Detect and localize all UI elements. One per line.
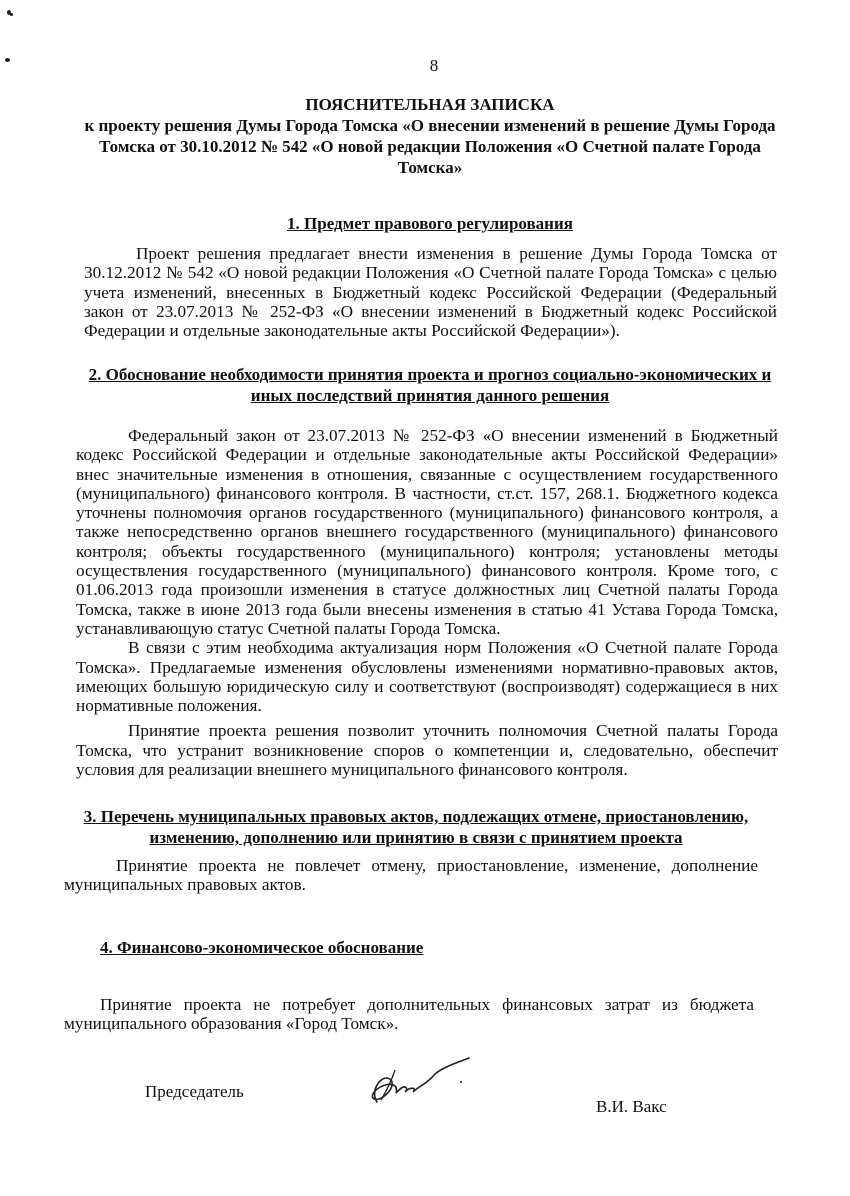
document-title xyxy=(80,94,780,178)
paragraph: Проект решения предлагает внести изменения в решение Думы Города Томска от 30.12.2012 № 542 «О новой редакции Положения «О Счетной палате Города Томска» с целью учета изменений, внесенных в Бюджетный кодекс Российской Федерации (Федеральный закон от 23.07.2013 № 252-ФЗ «О внесении изменений в Бюджетный кодекс Российской Федерации и отдельные законодательные акты Российской Федерации»). xyxy=(84,244,777,341)
section-2-body xyxy=(76,426,778,779)
title-subtitle: к проекту решения Думы Города Томска «О внесении изменений в решение Думы Города Томска от 30.10.2012 № 542 «О новой редакции Положения «О Счетной палате Города Томска» xyxy=(84,116,776,177)
paragraph: Принятие проекта решения позволит уточнить полномочия Счетной палаты Города Томска, что устранит возникновение споров о компетенции и, следовательно, обеспечит условия для реализации внешнего муниципального финансового контроля. xyxy=(76,721,778,780)
section-4-heading: 4. Финансово-экономическое обоснование xyxy=(100,938,424,957)
paragraph: Принятие проекта не потребует дополнительных финансовых затрат из бюджета муниципального образования «Город Томск». xyxy=(64,995,754,1034)
section-2-heading: 2. Обоснование необходимости принятия проекта и прогноз социально-экономических и иных последствий принятия данного решения xyxy=(88,365,772,405)
section-1-body xyxy=(84,244,777,340)
paragraph: В связи с этим необходима актуализация норм Положения «О Счетной палате Города Томска». Предлагаемые изменения обусловлены изменениями нормативно-правовых актов, имеющих большую юридическую силу и соответствуют (воспроизводят) содержащиеся в них нормативные положения. xyxy=(76,638,778,716)
section-3-heading: 3. Перечень муниципальных правовых актов, подлежащих отмене, приостановлению, изменению, дополнению или принятию в связи с принятием проекта xyxy=(83,807,749,847)
signatory-position: Председатель xyxy=(145,1082,244,1101)
handwritten-signature-icon xyxy=(365,1050,475,1110)
signatory-name: В.И. Вакс xyxy=(596,1097,667,1116)
paragraph: Федеральный закон от 23.07.2013 № 252-ФЗ «О внесении изменений в Бюджетный кодекс Российской Федерации и отдельные законодательные акты Российской Федерации» внес значительные изменения в отношения, связанные с осуществлением государственного (муниципального) финансового контроля. В частности, ст.ст. 157, 268.1. Бюджетного кодекса уточнены полномочия органов государственного (муниципального) финансового контроля, а также непосредственно органов внешнего государственного (муниципального) финансового контроля; объекты государственного (муниципального) контроля; установлены методы осуществления государственного (муниципального) финансового контроля. Кроме того, с 01.06.2013 года произошли изменения в статусе должностных лиц Счетной палаты Города Томска, также в июне 2013 года были внесены изменения в статью 41 Устава Города Томска, устанавливающую статус Счетной палаты Города Томска. xyxy=(76,426,778,638)
page-number: 8 xyxy=(429,56,439,75)
title-main: ПОЯСНИТЕЛЬНАЯ ЗАПИСКА xyxy=(305,95,555,114)
paragraph: Принятие проекта не повлечет отмену, приостановление, изменение, дополнение муниципальных правовых актов. xyxy=(64,856,758,895)
section-1-heading: 1. Предмет правового регулирования xyxy=(287,214,573,233)
scan-artifact xyxy=(10,13,13,16)
section-3-body xyxy=(64,856,758,895)
section-4-body xyxy=(64,995,754,1034)
